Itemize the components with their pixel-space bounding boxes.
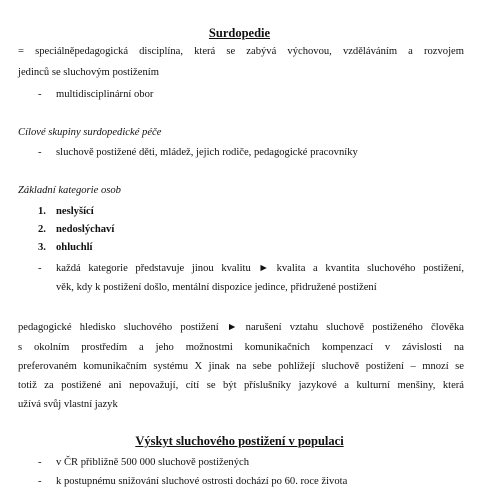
category-item-ohluchli: ohluchlí <box>56 242 93 253</box>
category-number: 1. <box>38 206 46 217</box>
pedagogical-line-4: totiž za postižené ani nepovažují, cítí se být příslušníky jazykové a kulturní menšiny, která <box>18 380 464 391</box>
category-number: 3. <box>38 242 46 253</box>
page-title: Surdopedie <box>208 26 271 40</box>
definition-line-1: = speciálněpedagogická disciplína, která se zabývá výchovou, vzděláváním a rozvojem <box>18 46 464 57</box>
definition-bullet: multidisciplinární obor <box>56 89 154 100</box>
bullet-dash: - <box>38 147 42 158</box>
bullet-dash: - <box>38 476 42 487</box>
occurrence-bullet-1: v ČR přibližně 500 000 sluchově postižených <box>56 457 250 468</box>
category-item-neslysici: neslyšící <box>56 206 94 217</box>
target-groups-heading: Cílové skupiny surdopedické péče <box>18 127 162 138</box>
bullet-dash: - <box>38 457 42 468</box>
definition-line-2: jedinců se sluchovým postižením <box>18 67 159 78</box>
bullet-dash: - <box>38 263 42 274</box>
category-item-nedoslychavi: nedoslýchaví <box>56 224 115 235</box>
target-groups-bullet: sluchově postižené děti, mládež, jejich rodiče, pedagogické pracovníky <box>56 147 358 158</box>
section-title-occurrence: Výskyt sluchového postižení v populaci <box>135 434 344 448</box>
occurrence-bullet-2: k postupnému snižování sluchové ostrosti dochází po 60. roce života <box>56 476 348 487</box>
category-number: 2. <box>38 224 46 235</box>
categories-heading: Základní kategorie osob <box>18 185 121 196</box>
categories-bullet-line-1: každá kategorie představuje jinou kvalitu ► kvalita a kvantita sluchového postižení, <box>56 263 464 274</box>
pedagogical-line-1: pedagogické hledisko sluchového postižení ► narušení vztahu sluchově postiženého člověka <box>18 322 464 333</box>
pedagogical-line-3: preferovaném komunikačním systému X jinak na sebe pohlížejí sluchově postižení – mnozí se <box>18 361 464 372</box>
categories-bullet-line-2: věk, kdy k postižení došlo, mentální dispozice jedince, přidružené postižení <box>56 282 377 293</box>
bullet-dash: - <box>38 89 42 100</box>
pedagogical-line-5: užívá svůj vlastní jazyk <box>18 399 118 410</box>
pedagogical-line-2: s okolním prostředím a jeho možnostmi komunikačních kompenzací v závislosti na <box>18 342 464 353</box>
